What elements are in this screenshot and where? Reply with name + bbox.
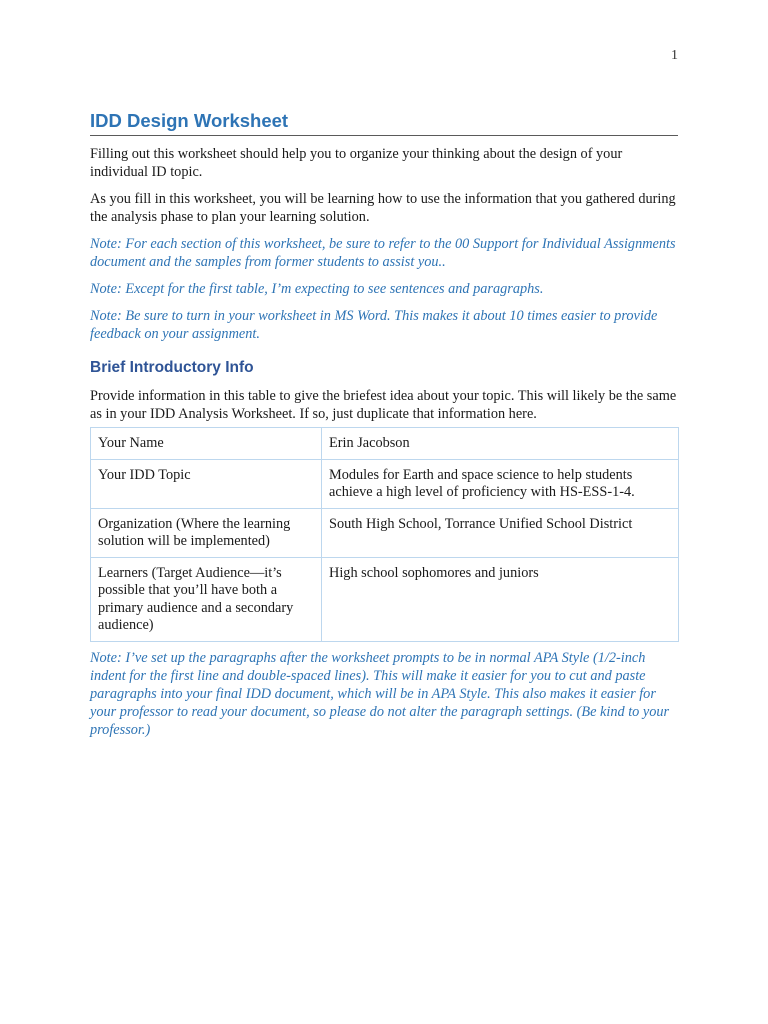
table-row — [91, 508, 679, 557]
page-number: 1 — [671, 48, 678, 63]
note-apa-style: Note: I’ve set up the paragraphs after the worksheet prompts to be in normal APA Style (1/2-inch indent for the first line and double-spaced lines). This will make it easier for you to cut and paste paragraphs into your final IDD document, which will be in APA Style. This also makes it easier for your professor to read your document, so please do not alter the paragraph settings. (Be kind to your professor.) — [90, 649, 670, 738]
table-row — [91, 428, 679, 460]
section-heading-brief-info: Brief Introductory Info — [90, 359, 254, 376]
document-body — [90, 110, 678, 739]
table-cell-label: Your IDD Topic — [91, 459, 322, 508]
document-title: IDD Design Worksheet — [90, 110, 678, 136]
section-description: Provide information in this table to give the briefest idea about your topic. This will likely be the same as in your IDD Analysis Worksheet. If so, just duplicate that information here. — [90, 388, 677, 422]
table-row — [91, 459, 679, 508]
table-cell-label: Your Name — [91, 428, 322, 460]
table-cell-label: Organization (Where the learning solution will be implemented) — [91, 508, 322, 557]
table-row — [91, 557, 679, 641]
note-sentences-paragraphs: Note: Except for the first table, I’m expecting to see sentences and paragraphs. — [90, 281, 544, 297]
intro-paragraph-2: As you fill in this worksheet, you will be learning how to use the information that you gathered during the analysis phase to plan your learning solution. — [90, 191, 676, 225]
intro-info-table — [90, 427, 679, 642]
note-support-documents: Note: For each section of this worksheet, be sure to refer to the 00 Support for Individual Assignments document and the samples from former students to assist you.. — [90, 236, 676, 270]
table-cell-label: Learners (Target Audience—it’s possible that you’ll have both a primary audience and a secondary audience) — [91, 557, 322, 641]
table-cell-value: High school sophomores and juniors — [322, 557, 679, 641]
intro-paragraph-1: Filling out this worksheet should help you to organize your thinking about the design of your individual ID topic. — [90, 146, 623, 180]
table-cell-value: South High School, Torrance Unified School District — [322, 508, 679, 557]
note-ms-word: Note: Be sure to turn in your worksheet in MS Word. This makes it about 10 times easier to provide feedback on your assignment. — [90, 308, 658, 342]
table-cell-value: Modules for Earth and space science to help students achieve a high level of proficiency with HS-ESS-1-4. — [322, 459, 679, 508]
table-cell-value: Erin Jacobson — [322, 428, 679, 460]
